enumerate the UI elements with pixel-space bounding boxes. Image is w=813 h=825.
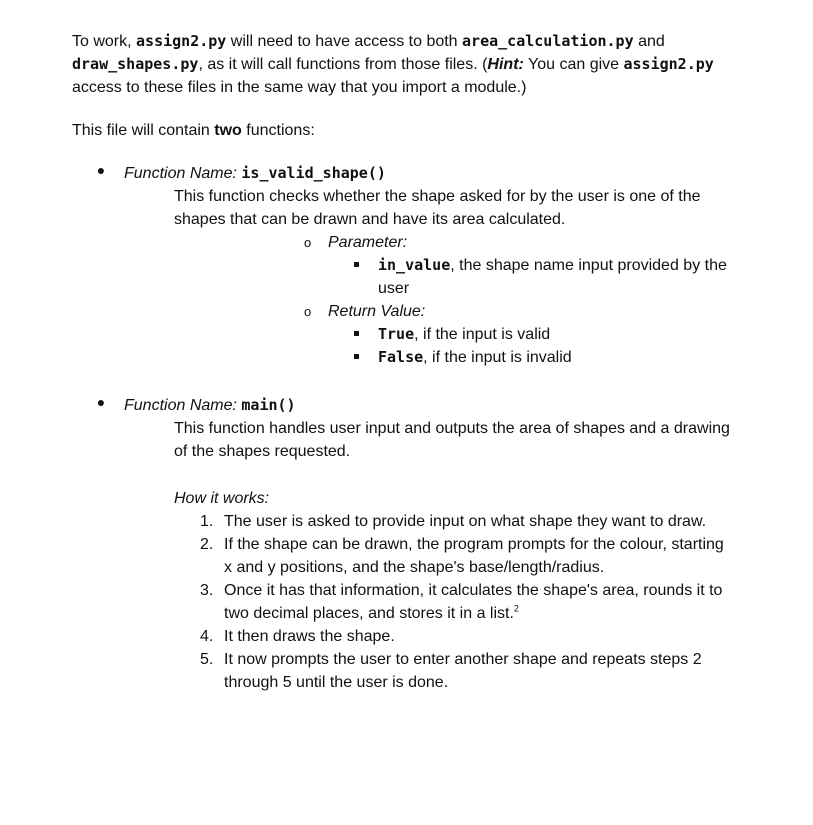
return-heading — [72, 300, 762, 323]
how-it-works-label: How it works: — [174, 490, 270, 507]
step-text: The user is asked to provide input on what shape they want to draw. — [224, 513, 707, 530]
document-body — [72, 30, 762, 694]
step-item — [72, 625, 724, 648]
return-value: False — [378, 348, 424, 366]
functions-intro-text: functions: — [241, 122, 315, 139]
square-bullet-icon — [354, 331, 359, 336]
functions-count: two — [214, 122, 242, 139]
parameter-description: , the shape name input provided by the user — [378, 257, 727, 297]
parameter-item — [72, 254, 738, 300]
square-bullet-icon — [354, 354, 359, 359]
square-bullet-icon — [354, 262, 359, 267]
function-name: main() — [241, 396, 296, 414]
step-text: Once it has that information, it calculates the shape's area, rounds it to two decimal places, and stores it in a list. — [224, 582, 723, 622]
bullet-icon: ● — [96, 162, 106, 178]
intro-text: You can give — [523, 56, 624, 73]
functions-intro — [72, 119, 762, 142]
steps-list — [72, 510, 762, 694]
function-title — [72, 162, 762, 185]
function-title — [72, 394, 762, 417]
function-name-label: Function Name: — [124, 165, 242, 182]
step-item — [72, 579, 724, 625]
step-text: It then draws the shape. — [224, 628, 395, 645]
return-value: True — [378, 325, 415, 343]
step-number: 3. — [200, 582, 214, 599]
step-number: 5. — [200, 651, 214, 668]
intro-text: access to these files in the same way that you import a module.) — [72, 79, 527, 96]
step-text: It now prompts the user to enter another shape and repeats steps 2 through 5 until the user is done. — [224, 651, 702, 691]
code-draw-shapes: draw_shapes.py — [72, 55, 199, 73]
circle-bullet-icon: o — [304, 304, 312, 319]
parameter-label: Parameter: — [328, 234, 408, 251]
intro-text: and — [633, 33, 665, 50]
step-item — [72, 648, 724, 694]
footnote-marker: 2 — [513, 603, 519, 614]
bullet-icon: ● — [96, 394, 106, 410]
hint-label: Hint: — [487, 56, 524, 73]
code-assign2: assign2.py — [623, 55, 714, 73]
function-is-valid-shape — [72, 162, 762, 369]
step-number: 1. — [200, 513, 214, 530]
step-item — [72, 510, 724, 533]
step-number: 2. — [200, 536, 214, 553]
function-name: is_valid_shape() — [241, 164, 386, 182]
intro-text: , as it will call functions from those files. ( — [198, 56, 488, 73]
function-description: This function checks whether the shape asked for by the user is one of the shapes that can be drawn and have its area calculated. — [174, 188, 701, 228]
parameter-name: in_value — [378, 256, 451, 274]
code-area-calculation: area_calculation.py — [462, 32, 634, 50]
circle-bullet-icon: o — [304, 235, 312, 250]
parameter-heading — [72, 231, 762, 254]
return-description: , if the input is invalid — [423, 349, 572, 366]
intro-paragraph — [72, 30, 762, 99]
code-assign2: assign2.py — [136, 32, 227, 50]
functions-intro-text: This file will contain — [72, 122, 215, 139]
return-item — [72, 346, 738, 369]
return-description: , if the input is valid — [414, 326, 551, 343]
step-text: If the shape can be drawn, the program prompts for the colour, starting x and y positions, and the shape's base/length/radius. — [224, 536, 724, 576]
step-number: 4. — [200, 628, 214, 645]
return-item — [72, 323, 738, 346]
function-description: This function handles user input and outputs the area of shapes and a drawing of the shapes requested. — [174, 420, 730, 460]
function-main — [72, 394, 762, 694]
function-name-label: Function Name: — [124, 397, 242, 414]
step-item — [72, 533, 724, 579]
intro-text: will need to have access to both — [226, 33, 463, 50]
intro-text: To work, — [72, 33, 137, 50]
return-label: Return Value: — [328, 303, 426, 320]
